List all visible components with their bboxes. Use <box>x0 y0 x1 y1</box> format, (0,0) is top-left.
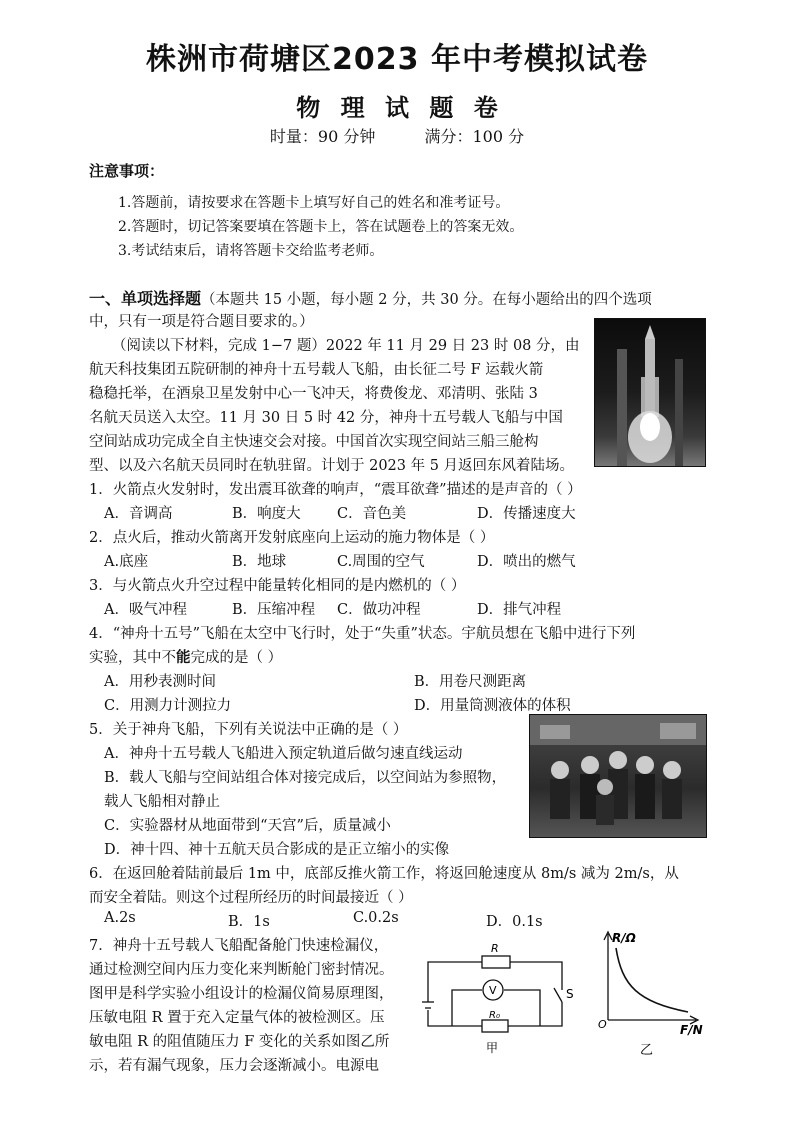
subtitle-char: 试 <box>385 94 409 122</box>
score-label: 满分：100 分 <box>424 127 525 146</box>
graph-y-label: R/Ω <box>612 931 636 945</box>
q2-option-a: A.底座 <box>104 554 149 570</box>
circuit-diagram <box>420 942 580 1060</box>
graph-x-label: F/N <box>680 1023 703 1037</box>
q5-option-d: D．神十四、神十五航天员合影成的是正立缩小的实像 <box>104 842 450 858</box>
question-6-stem-line1: 6．在返回舱着陆前最后 1m 中，底部反推火箭工作，将返回舱速度从 8m/s 减为 2m/s，从 <box>89 866 679 882</box>
passage-line: 型、以及六名航天员同时在轨驻留。计划于 2023 年 5 月返回东风着陆场。 <box>89 458 575 474</box>
q4-option-a: A．用秒表测时间 <box>104 674 216 690</box>
q4-option-b: B．用卷尺测距离 <box>414 674 527 690</box>
q5-option-b: B．载人飞船与空间站组合体对接完成后，以空间站为参照物， <box>104 770 507 786</box>
subtitle-char: 理 <box>340 94 365 122</box>
question-5-stem: 5．关于神舟飞船，下列有关说法中正确的是（ ） <box>89 722 408 738</box>
passage-line: 稳稳托举，在酒泉卫星发射中心一飞冲天，将费俊龙、邓清明、张陆 3 <box>89 386 538 402</box>
graph-caption: 乙 <box>640 1043 654 1058</box>
passage-line: （阅读以下材料，完成 1−7 题）2022 年 11 月 29 日 23 时 08 分，由 <box>112 338 580 354</box>
time-label: 时量：90 分钟 <box>269 127 376 146</box>
q5-option-b-cont: 载人飞船相对静止 <box>104 794 220 810</box>
question-7-line: 通过检测空间内压力变化来判断舱门密封情况。 <box>89 962 394 978</box>
q4-stem-part: 实验，其中不 <box>89 650 176 666</box>
rocket-illustration <box>595 319 705 466</box>
q4-option-d: D．用量筒测液体的体积 <box>414 698 571 714</box>
section1-heading: 一、单项选择题 <box>89 289 202 308</box>
exam-title: 株洲市荷塘区2023 年中考模拟试卷 <box>146 42 648 77</box>
exam-meta <box>0 124 794 147</box>
q4-stem-emphasis: 能 <box>176 649 191 666</box>
circuit-caption: 甲 <box>486 1041 499 1055</box>
resistance-force-graph <box>592 928 710 1058</box>
subtitle-char: 物 <box>296 94 321 122</box>
notice-item: 3.考试结束后，请将答题卡交给监考老师。 <box>118 243 384 259</box>
question-1-stem: 1．火箭点火发射时，发出震耳欲聋的响声，“震耳欲聋”描述的是声音的（ ） <box>89 482 582 498</box>
q4-stem-part: 完成的是（ ） <box>190 650 283 666</box>
question-7-line: 示，若有漏气现象，压力会逐渐减小。电源电 <box>89 1058 379 1074</box>
question-4-stem-line2 <box>89 646 282 667</box>
voltmeter-label: V <box>489 984 497 997</box>
question-7-line: 图甲是科学实验小组设计的检漏仪简易原理图， <box>89 986 394 1002</box>
q3-option-d: D．排气冲程 <box>477 602 562 618</box>
question-7-line: 7．神舟十五号载人飞船配备舱门快速检漏仪， <box>89 938 389 954</box>
q1-option-c: C．音色美 <box>337 506 407 522</box>
notice-item: 2.答题时，切记答案要填在答题卡上，答在试题卷上的答案无效。 <box>118 219 524 235</box>
crew-illustration <box>530 715 706 837</box>
notice-heading: 注意事项： <box>89 162 165 180</box>
q6-option-b: B．1s <box>228 914 270 930</box>
exam-subtitle <box>0 88 794 123</box>
q1-option-a: A．音调高 <box>104 506 173 522</box>
q3-option-c: C．做功冲程 <box>337 602 421 618</box>
switch-label: S <box>566 987 574 1001</box>
r0-label: R₀ <box>489 1010 500 1021</box>
passage-line: 空间站成功完成全自主快速交会对接。中国首次实现空间站三船三舱构 <box>89 434 539 450</box>
question-6-stem-line2: 而安全着陆。则这个过程所经历的时间最接近（ ） <box>89 890 413 906</box>
question-7-line: 压敏电阻 R 置于充入定量气体的被检测区。压 <box>89 1010 385 1026</box>
rocket-launch-photo <box>594 318 706 467</box>
q5-option-c: C．实验器材从地面带到“天宫”后，质量减小 <box>104 818 391 834</box>
q3-option-a: A．吸气冲程 <box>104 602 187 618</box>
section1-heading-line <box>89 286 652 309</box>
q2-option-b: B．地球 <box>232 554 287 570</box>
q6-option-a: A.2s <box>104 910 136 926</box>
question-4-stem-line1: 4．“神舟十五号”飞船在太空中飞行时，处于“失重”状态。宇航员想在飞船中进行下列 <box>89 626 636 642</box>
section1-desc-line2: 中，只有一项是符合题目要求的。） <box>89 314 314 330</box>
section1-desc: （本题共 15 小题，每小题 2 分，共 30 分。在每小题给出的四个选项 <box>201 292 652 308</box>
q6-option-d: D．0.1s <box>486 914 543 930</box>
subtitle-char: 题 <box>429 94 454 122</box>
resistor-r0 <box>482 1020 508 1032</box>
question-2-stem: 2．点火后，推动火箭离开发射底座向上运动的施力物体是（ ） <box>89 530 495 546</box>
astronaut-crew-photo <box>529 714 707 838</box>
q1-option-b: B．响度大 <box>232 506 301 522</box>
passage-line: 名航天员送入太空。11 月 30 日 5 时 42 分，神舟十五号载人飞船与中国 <box>89 410 563 426</box>
subtitle-char: 卷 <box>473 94 498 122</box>
question-7-line: 敏电阻 R 的阻值随压力 F 变化的关系如图乙所 <box>89 1034 390 1050</box>
graph-origin: O <box>598 1018 607 1031</box>
question-3-stem: 3．与火箭点火升空过程中能量转化相同的是内燃机的（ ） <box>89 578 466 594</box>
notice-item: 1.答题前，请按要求在答题卡上填写好自己的姓名和准考证号。 <box>118 195 510 211</box>
q2-option-c: C.周围的空气 <box>337 554 425 570</box>
resistor-r <box>482 956 510 968</box>
q5-option-a: A．神舟十五号载人飞船进入预定轨道后做匀速直线运动 <box>104 746 463 762</box>
q4-option-c: C．用测力计测拉力 <box>104 698 232 714</box>
r-label: R <box>491 942 499 955</box>
passage-line: 航天科技集团五院研制的神舟十五号载人飞船，由长征二号 F 运载火箭 <box>89 362 544 378</box>
q3-option-b: B．压缩冲程 <box>232 602 316 618</box>
q1-option-d: D．传播速度大 <box>477 506 576 522</box>
q2-option-d: D．喷出的燃气 <box>477 554 576 570</box>
q6-option-c: C.0.2s <box>353 910 399 926</box>
